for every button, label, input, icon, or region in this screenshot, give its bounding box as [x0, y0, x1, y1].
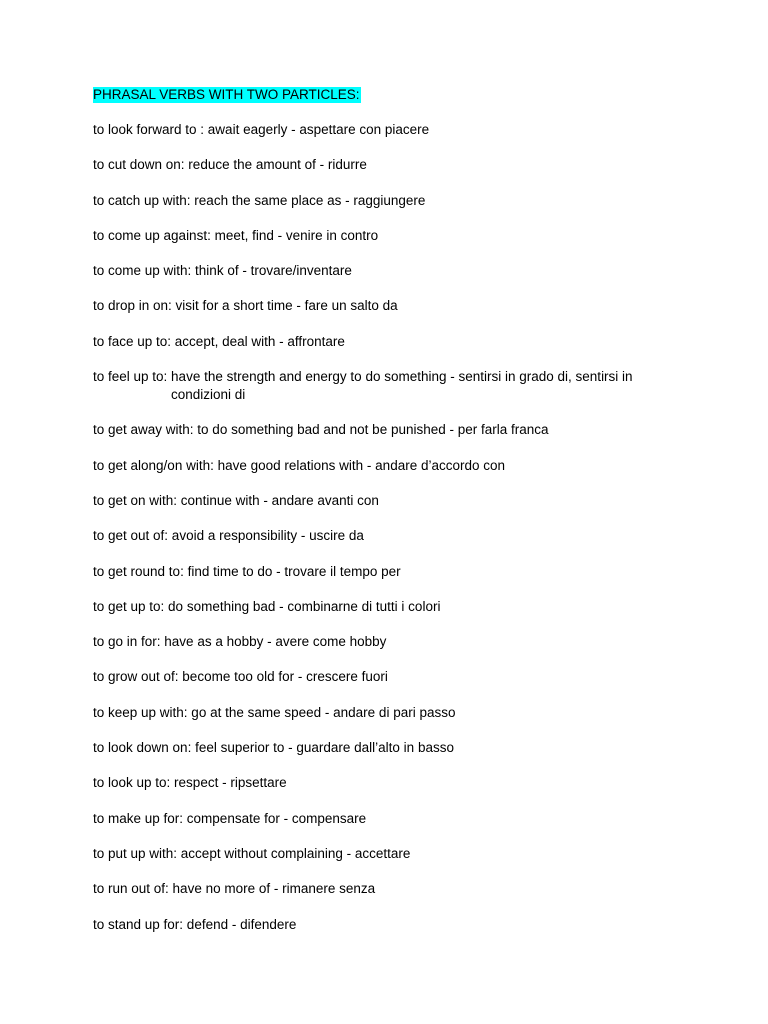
phrasal-verb-entry [93, 633, 693, 651]
entry-text: to get on with: continue with - andare avanti con [93, 492, 379, 508]
phrasal-verb-entry [93, 227, 693, 245]
entry-text: to face up to: accept, deal with - affrontare [93, 333, 345, 349]
entry-text: to keep up with: go at the same speed - andare di pari passo [93, 704, 456, 720]
entry-text: to make up for: compensate for - compensare [93, 810, 367, 826]
phrasal-verb-entry [93, 704, 693, 722]
phrasal-verb-entry [93, 527, 693, 545]
phrasal-verb-entry [93, 192, 693, 210]
entry-text: to come up with: think of - trovare/inventare [93, 263, 352, 279]
phrasal-verb-entry [93, 563, 693, 581]
entry-text: to catch up with: reach the same place as - raggiungere [93, 192, 426, 208]
phrasal-verb-entry [93, 156, 693, 174]
entry-text: to get along/on with: have good relations with - andare d’accordo con [93, 457, 506, 473]
phrasal-verb-entry [93, 774, 693, 792]
entry-text: to get round to: find time to do - trovare il tempo per [93, 563, 401, 579]
phrasal-verb-entry [93, 121, 693, 139]
phrasal-verb-entry [93, 421, 693, 439]
phrasal-verb-entry [93, 457, 693, 475]
entry-text: to feel up to: have the strength and energy to do something - sentirsi in grado di, sentirsi in [93, 369, 633, 385]
phrasal-verb-entry [93, 916, 693, 934]
entry-text: to drop in on: visit for a short time - fare un salto da [93, 298, 398, 314]
phrasal-verb-entry [93, 880, 693, 898]
entry-text: to put up with: accept without complaining - accettare [93, 845, 411, 861]
phrasal-verb-entry [93, 739, 693, 757]
entry-text: to get out of: avoid a responsibility - uscire da [93, 528, 364, 544]
entry-text: to come up against: meet, find - venire in contro [93, 227, 379, 243]
phrasal-verb-entry [93, 368, 693, 404]
phrasal-verb-entry [93, 333, 693, 351]
heading-highlight: PHRASAL VERBS WITH TWO PARTICLES: [93, 87, 360, 102]
phrasal-verb-entry [93, 297, 693, 315]
document-heading [93, 86, 361, 103]
phrasal-verb-entry [93, 845, 693, 863]
phrasal-verb-entry [93, 810, 693, 828]
phrasal-verb-entry [93, 668, 693, 686]
entry-text: to cut down on: reduce the amount of - ridurre [93, 157, 367, 173]
entry-text: to go in for: have as a hobby - avere come hobby [93, 634, 387, 650]
entry-text: to stand up for: defend - difendere [93, 916, 297, 932]
entry-text: to look down on: feel superior to - guardare dall’alto in basso [93, 740, 454, 756]
entry-text: to get up to: do something bad - combinarne di tutti i colori [93, 598, 441, 614]
entry-text: to grow out of: become too old for - crescere fuori [93, 669, 388, 685]
entry-text: to run out of: have no more of - rimanere senza [93, 881, 376, 897]
phrasal-verb-list [93, 121, 693, 951]
entry-continuation: condizioni di [171, 387, 246, 403]
entry-text: to look forward to : await eagerly - aspettare con piacere [93, 122, 430, 137]
phrasal-verb-entry [93, 492, 693, 510]
phrasal-verb-entry [93, 262, 693, 280]
entry-text: to get away with: to do something bad and not be punished - per farla franca [93, 422, 549, 438]
entry-text: to look up to: respect - ripsettare [93, 775, 287, 791]
phrasal-verb-entry [93, 598, 693, 616]
